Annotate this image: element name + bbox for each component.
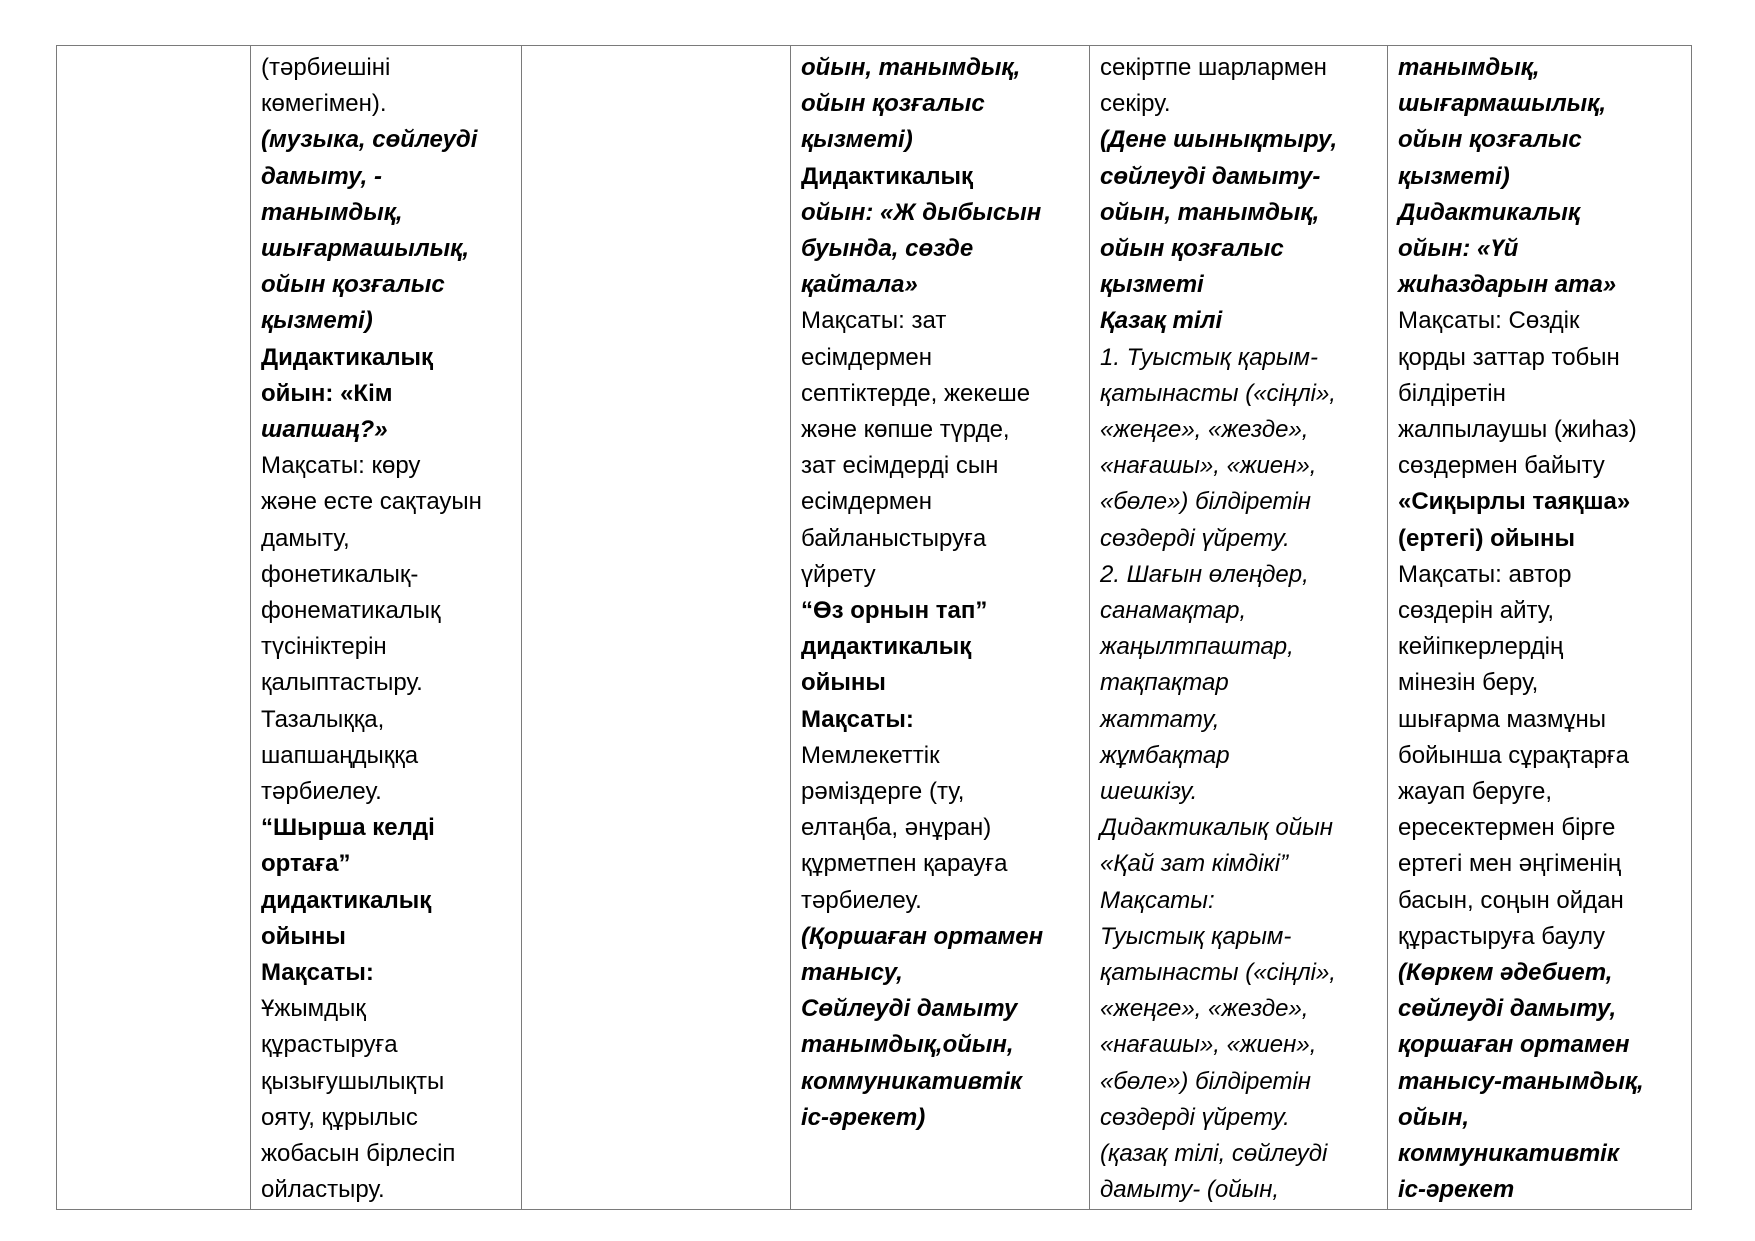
text-line: дамыту, — [261, 524, 350, 552]
text-line: септіктерде, жекеше — [801, 379, 1031, 407]
text-line: құрметпен қарауға — [801, 850, 1008, 878]
plan-table — [56, 45, 1692, 1210]
text-line: қызметі) — [801, 126, 913, 154]
text-line: (Көркем әдебиет, — [1398, 959, 1613, 987]
text-line: Мақсаты: — [1100, 886, 1215, 914]
text-line: сөздерді үйрету. — [1100, 1103, 1290, 1131]
table-cell-col3 — [522, 46, 791, 1210]
text-line: «бөле») білдіретін — [1100, 488, 1312, 516]
text-line: қатынасты («сіңлі», — [1100, 959, 1336, 987]
text-line: шығармашылық, — [261, 235, 469, 263]
text-line: Дидактикалық — [801, 162, 974, 190]
text-line: «бөле») білдіретін — [1100, 1067, 1312, 1095]
table-row — [57, 46, 1692, 1210]
text-line: қалыптастыру. — [261, 669, 423, 697]
text-line: коммуникативтік — [801, 1067, 1022, 1095]
text-line: ойын, — [1398, 1103, 1469, 1131]
text-line: Сөйлеуді дамыту — [801, 995, 1018, 1023]
text-line: Мақсаты: Сөздік — [1398, 307, 1580, 335]
table-cell-col5 — [1090, 46, 1388, 1210]
text-line: ойыны — [801, 669, 886, 697]
table-cell-col2 — [251, 46, 522, 1210]
text-line: санамақтар, — [1100, 597, 1247, 625]
text-line: ортаға” — [261, 850, 351, 878]
text-line: ойын, танымдық, — [1100, 198, 1320, 226]
text-line: танысу-танымдық, — [1398, 1067, 1644, 1095]
text-line: ойын: «Ж дыбысын — [801, 198, 1042, 226]
text-line: (ертегі) ойыны — [1398, 524, 1576, 552]
table-cell-col6 — [1388, 46, 1692, 1210]
text-line: қызметі) — [1398, 162, 1510, 190]
text-line: қызметі — [1100, 271, 1204, 299]
text-line: рәміздерге (ту, — [801, 778, 965, 806]
text-line: (Дене шынықтыру, — [1100, 126, 1338, 154]
text-line: “Өз орнын тап” — [801, 597, 988, 625]
text-line: (тәрбиешіні — [261, 54, 391, 81]
text-line: қызметі) — [261, 307, 373, 335]
text-line: қорды заттар тобын — [1398, 343, 1620, 371]
text-line: бойынша сұрақтарға — [1398, 741, 1629, 769]
text-line: жауап беруге, — [1398, 778, 1553, 806]
text-line: Мақсаты: автор — [1398, 560, 1572, 588]
text-line: (музыка, сөйлеуді — [261, 126, 478, 154]
table-cell-col4 — [791, 46, 1090, 1210]
text-line: «нағашы», «жиен», — [1100, 1031, 1317, 1059]
text-line: буында, сөзде — [801, 235, 974, 263]
text-line: жаңылтпаштар, — [1100, 633, 1294, 661]
text-line: жұмбақтар — [1100, 741, 1230, 769]
text-line: жобасын бірлесіп — [261, 1140, 456, 1168]
text-line: шапшаңдыққа — [261, 741, 419, 769]
text-line: шешкізу. — [1100, 778, 1198, 806]
text-line: білдіретін — [1398, 379, 1506, 407]
text-line: дидактикалық — [261, 886, 432, 914]
text-line: ойын, танымдық, — [801, 54, 1021, 81]
text-line: шығармашылық, — [1398, 90, 1606, 118]
text-line: құрастыруға — [261, 1031, 398, 1059]
text-line: құрастыруға баулу — [1398, 922, 1606, 950]
text-line: Мақсаты: — [801, 705, 914, 733]
text-line: танымдық, — [1398, 54, 1540, 81]
text-line: секіру. — [1100, 90, 1171, 118]
text-line: тәрбиелеу. — [261, 778, 382, 806]
text-line: ертегі мен әңгіменің — [1398, 850, 1622, 878]
text-line: жаттату, — [1100, 705, 1220, 733]
text-line: сөздерді үйрету. — [1100, 524, 1290, 552]
cell-text-col5 — [1100, 50, 1377, 1209]
text-line: тәрбиелеу. — [801, 886, 922, 914]
text-line: ойын қозғалыс — [1398, 126, 1582, 154]
text-line: Мақсаты: көру — [261, 452, 421, 480]
text-line: түсініктерін — [261, 633, 387, 661]
text-line: ойын қозғалыс — [801, 90, 985, 118]
text-line: көмегімен). — [261, 90, 387, 118]
text-line: Дидактикалық — [1398, 198, 1581, 226]
text-line: елтаңба, әнұран) — [801, 814, 992, 842]
text-line: есімдермен — [801, 488, 932, 516]
text-line: Ұжымдық — [261, 995, 366, 1023]
text-line: танысу, — [801, 959, 903, 987]
text-line: дамыту, - — [261, 162, 382, 190]
text-line: Мақсаты: — [261, 959, 374, 987]
text-line: ойыны — [261, 922, 346, 950]
text-line: үйрету — [801, 560, 876, 588]
text-line: Туыстық қарым- — [1100, 922, 1292, 950]
text-line: байланыстыруға — [801, 524, 987, 552]
text-line: «жеңге», «жезде», — [1100, 416, 1309, 444]
table-cell-col1 — [57, 46, 251, 1210]
text-line: секіртпе шарлармен — [1100, 54, 1327, 81]
text-line: ересектермен бірге — [1398, 814, 1616, 842]
text-line: «нағашы», «жиен», — [1100, 452, 1317, 480]
text-line: фонематикалық — [261, 597, 441, 625]
text-line: ойластыру. — [261, 1176, 385, 1204]
text-line: “Шырша келді — [261, 814, 435, 842]
cell-text-col6 — [1398, 50, 1681, 1209]
text-line: қатынасты («сіңлі», — [1100, 379, 1336, 407]
text-line: 1. Туыстық қарым- — [1100, 343, 1318, 371]
text-line: қайтала» — [801, 271, 918, 299]
text-line: дидактикалық — [801, 633, 972, 661]
text-line: ойын: «Үй — [1398, 235, 1519, 263]
text-line: Дидактикалық ойын — [1100, 814, 1333, 842]
text-line: ойын қозғалыс — [1100, 235, 1284, 263]
text-line: шығарма мазмұны — [1398, 705, 1607, 733]
text-line: және есте сақтауын — [261, 488, 482, 516]
text-line: Мемлекеттік — [801, 741, 940, 769]
text-line: «жеңге», «жезде», — [1100, 995, 1309, 1023]
text-line: есімдермен — [801, 343, 932, 371]
text-line: (Қоршаған ортамен — [801, 922, 1044, 950]
text-line: іс-әрекет — [1398, 1176, 1515, 1204]
text-line: «Қай зат кімдікі” — [1100, 850, 1289, 878]
text-line: зат есімдерді сын — [801, 452, 999, 480]
text-line: жалпылаушы (жиһаз) — [1398, 416, 1637, 444]
text-line: ояту, құрылыс — [261, 1103, 418, 1131]
text-line: Мақсаты: зат — [801, 307, 947, 335]
text-line: фонетикалық- — [261, 560, 419, 588]
text-line: Дидактикалық — [261, 343, 434, 371]
text-line: танымдық, — [261, 198, 403, 226]
text-line: Тазалыққа, — [261, 705, 385, 733]
text-line: танымдық,ойын, — [801, 1031, 1014, 1059]
text-line: дамыту- (ойын, — [1100, 1176, 1280, 1204]
text-line: кейіпкерлердің — [1398, 633, 1564, 661]
text-line: Қазақ тілі — [1100, 307, 1223, 335]
text-line: сөздерін айту, — [1398, 597, 1555, 625]
text-line: «Сиқырлы таяқша» — [1398, 488, 1631, 516]
cell-text-col2 — [261, 50, 511, 1209]
text-line: мінезін беру, — [1398, 669, 1539, 697]
text-line: коммуникативтік — [1398, 1140, 1619, 1168]
text-line: ойын: «Кім — [261, 379, 393, 407]
text-line: (қазақ тілі, сөйлеуді — [1100, 1140, 1328, 1168]
text-line: қоршаған ортамен — [1398, 1031, 1630, 1059]
text-line: сөйлеуді дамыту, — [1398, 995, 1617, 1023]
text-line: 2. Шағын өлеңдер, — [1100, 560, 1309, 588]
text-line: тақпақтар — [1100, 669, 1229, 697]
text-line: сөздермен байыту — [1398, 452, 1605, 480]
text-line: шапшаң?» — [261, 416, 388, 444]
text-line: және көпше түрде, — [801, 416, 1010, 444]
cell-text-col4 — [801, 50, 1079, 1136]
text-line: жиһаздарын ата» — [1398, 271, 1617, 299]
text-line: басын, соңын ойдан — [1398, 886, 1624, 914]
text-line: сөйлеуді дамыту- — [1100, 162, 1321, 190]
text-line: қызығушылықты — [261, 1067, 445, 1095]
text-line: ойын қозғалыс — [261, 271, 445, 299]
text-line: іс-әрекет) — [801, 1103, 926, 1131]
